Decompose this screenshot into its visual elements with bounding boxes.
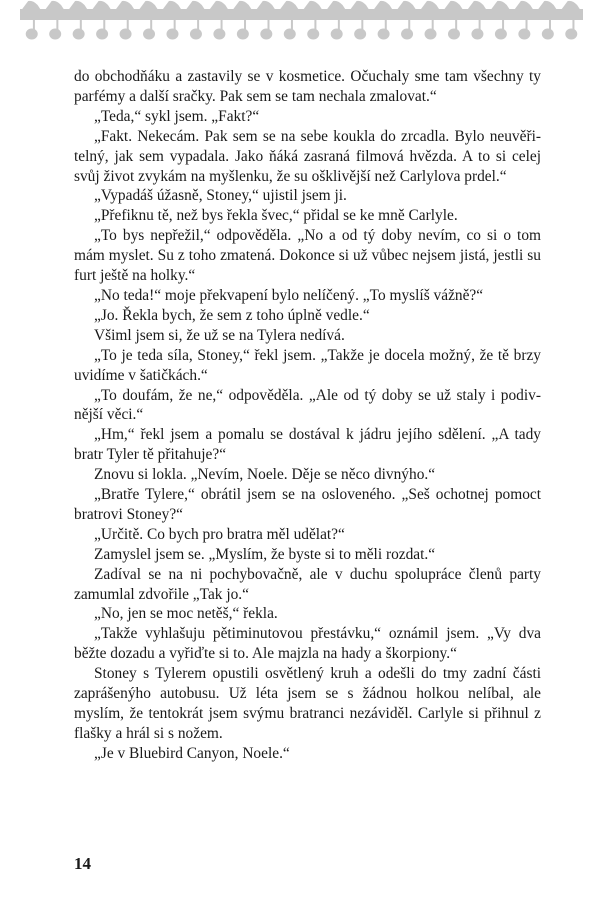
ornament-peak xyxy=(372,1,395,14)
paragraph: Stoney s Tylerem opustili osvětlený kruh a odešli do tmy zadní části zaprášenýho autobusu. Už léta jsem se s žádnou holkou nelíbal, ale myslím, že tentokrát jsem svýmu bratranci nezáviděl. Carlyle si přihnul z flašky a hrál si s nožem. xyxy=(74,665,541,742)
ornament-drip-drop xyxy=(565,29,577,40)
paragraph: „To doufám, že ne,“ odpověděla. „Ale od tý doby se už staly i podivnější věci.“ xyxy=(74,386,541,424)
ornament-drip-drop xyxy=(190,29,202,40)
ornament-peak xyxy=(137,1,160,14)
ornament-drip-drop xyxy=(495,29,507,40)
ornament-drip-drop xyxy=(213,29,225,40)
ornament-drip-drop xyxy=(284,29,296,40)
paragraph: Zadíval se na ni pochybovačně, ale v duchu spolupráce členů party zamumlal zdvořile „Tak jo.“ xyxy=(74,565,541,603)
ornament-peak xyxy=(325,1,348,14)
dripping-paint-header-ornament xyxy=(20,0,583,42)
paragraph: „No, jen se moc netěš,“ řekla. xyxy=(94,605,278,623)
ornament-peak xyxy=(348,1,371,14)
paragraph: „To bys nepřežil,“ odpověděla. „No a od tý doby nevím, co si o tom mám myslet. Su z toho zmatená. Dokonce si už vůbec nejsem jistá, jestli su furt ještě na holky.“ xyxy=(74,227,541,285)
paragraph: „Vypadáš úžasně, Stoney,“ ujistil jsem ji. xyxy=(94,187,347,205)
ornament-drip-drop xyxy=(354,29,366,40)
paragraph: „Fakt. Nekecám. Pak sem se na sebe koukla do zrcadla. Bylo neuvěřitelný, jak sem vypadala. Jako ňáká zasraná filmová hvězda. A to si celej svůj život zvykám na myšlenku, že su ošklivější než Carlylova prdel.“ xyxy=(74,127,541,185)
paragraph: „Teda,“ sykl jsem. „Fakt?“ xyxy=(94,107,260,125)
ornament-peak xyxy=(513,1,536,14)
ornament-peak xyxy=(536,1,559,14)
ornament-peak xyxy=(302,1,325,14)
paragraph: „Přefiknu tě, než bys řekla švec,“ přidal se ke mně Carlyle. xyxy=(94,207,458,225)
ornament-peak xyxy=(395,1,418,14)
paragraph: Všiml jsem si, že už se na Tylera nedívá. xyxy=(94,326,345,344)
ornament-drip-drop xyxy=(401,29,413,40)
ornament-peak xyxy=(114,1,137,14)
ornament-peak xyxy=(208,1,231,14)
ornament-peak xyxy=(442,1,465,14)
ornament-drip-drop xyxy=(518,29,530,40)
ornament-peak xyxy=(90,1,113,14)
ornament-peak xyxy=(161,1,184,14)
ornament-drip-drop xyxy=(26,29,38,40)
page-number: 14 xyxy=(74,854,91,873)
paragraph: do obchodňáku a zastavily se v kosmetice. Očuchaly sme tam všechny ty parfémy a další sračky. Pak sem se tam nechala zmalovat.“ xyxy=(74,68,541,105)
paragraph: Znovu si lokla. „Nevím, Noele. Děje se něco divnýho.“ xyxy=(94,466,436,484)
ornament-drip-drop xyxy=(49,29,61,40)
ornament-drip-drop xyxy=(73,29,85,40)
ornament-peak xyxy=(231,1,254,14)
ornament-drip-drop xyxy=(378,29,390,40)
page-body-text xyxy=(74,67,541,764)
ornament-drip-drop xyxy=(96,29,108,40)
paragraph: „No teda!“ moje překvapení bylo nelíčený. „To myslíš vážně?“ xyxy=(94,286,484,304)
ornament-peak xyxy=(489,1,512,14)
ornament-drip-drop xyxy=(448,29,460,40)
ornament-drip-drop xyxy=(237,29,249,40)
paragraph: Zamyslel jsem se. „Myslím, že byste si to měli rozdat.“ xyxy=(94,545,436,563)
ornament-drip-drop xyxy=(425,29,437,40)
paragraph: „Určitě. Co bych pro bratra měl udělat?“ xyxy=(94,525,345,543)
ornament-drip-drop xyxy=(166,29,178,40)
ornament-peak xyxy=(43,1,66,14)
ornament-drip-drop xyxy=(260,29,272,40)
ornament-drip-drop xyxy=(331,29,343,40)
ornament-drip-drop xyxy=(471,29,483,40)
ornament-peak xyxy=(20,1,43,14)
ornament-peak xyxy=(67,1,90,14)
ornament-peak xyxy=(278,1,301,14)
paragraph: „To je teda síla, Stoney,“ řekl jsem. „Takže je docela možný, že tě brzy uvidíme v šatičkách.“ xyxy=(74,346,541,384)
paragraph: „Jo. Řekla bych, že sem z toho úplně vedle.“ xyxy=(94,306,370,324)
ornament-drip-drop xyxy=(307,29,319,40)
ornament-drip-drop xyxy=(542,29,554,40)
ornament-peak xyxy=(560,1,583,14)
paragraph: „Je v Bluebird Canyon, Noele.“ xyxy=(94,744,290,762)
ornament-drip-drop xyxy=(120,29,132,40)
ornament-peak xyxy=(184,1,207,14)
paragraph: „Hm,“ řekl jsem a pomalu se dostával k jádru jejího sdělení. „A tady bratr Tyler tě přitahuje?“ xyxy=(74,426,541,464)
paragraph: „Takže vyhlašuju pětiminutovou přestávku,“ oznámil jsem. „Vy dva běžte dozadu a vyřiďte si to. Ale majzla na hady a škorpiony.“ xyxy=(74,625,541,663)
ornament-peak xyxy=(419,1,442,14)
paragraph: „Bratře Tylere,“ obrátil jsem se na osloveného. „Seš ochotnej pomoct bratrovi Stoney?“ xyxy=(74,486,541,523)
ornament-peak xyxy=(466,1,489,14)
ornament-peak xyxy=(255,1,278,14)
ornament-drip-drop xyxy=(143,29,155,40)
